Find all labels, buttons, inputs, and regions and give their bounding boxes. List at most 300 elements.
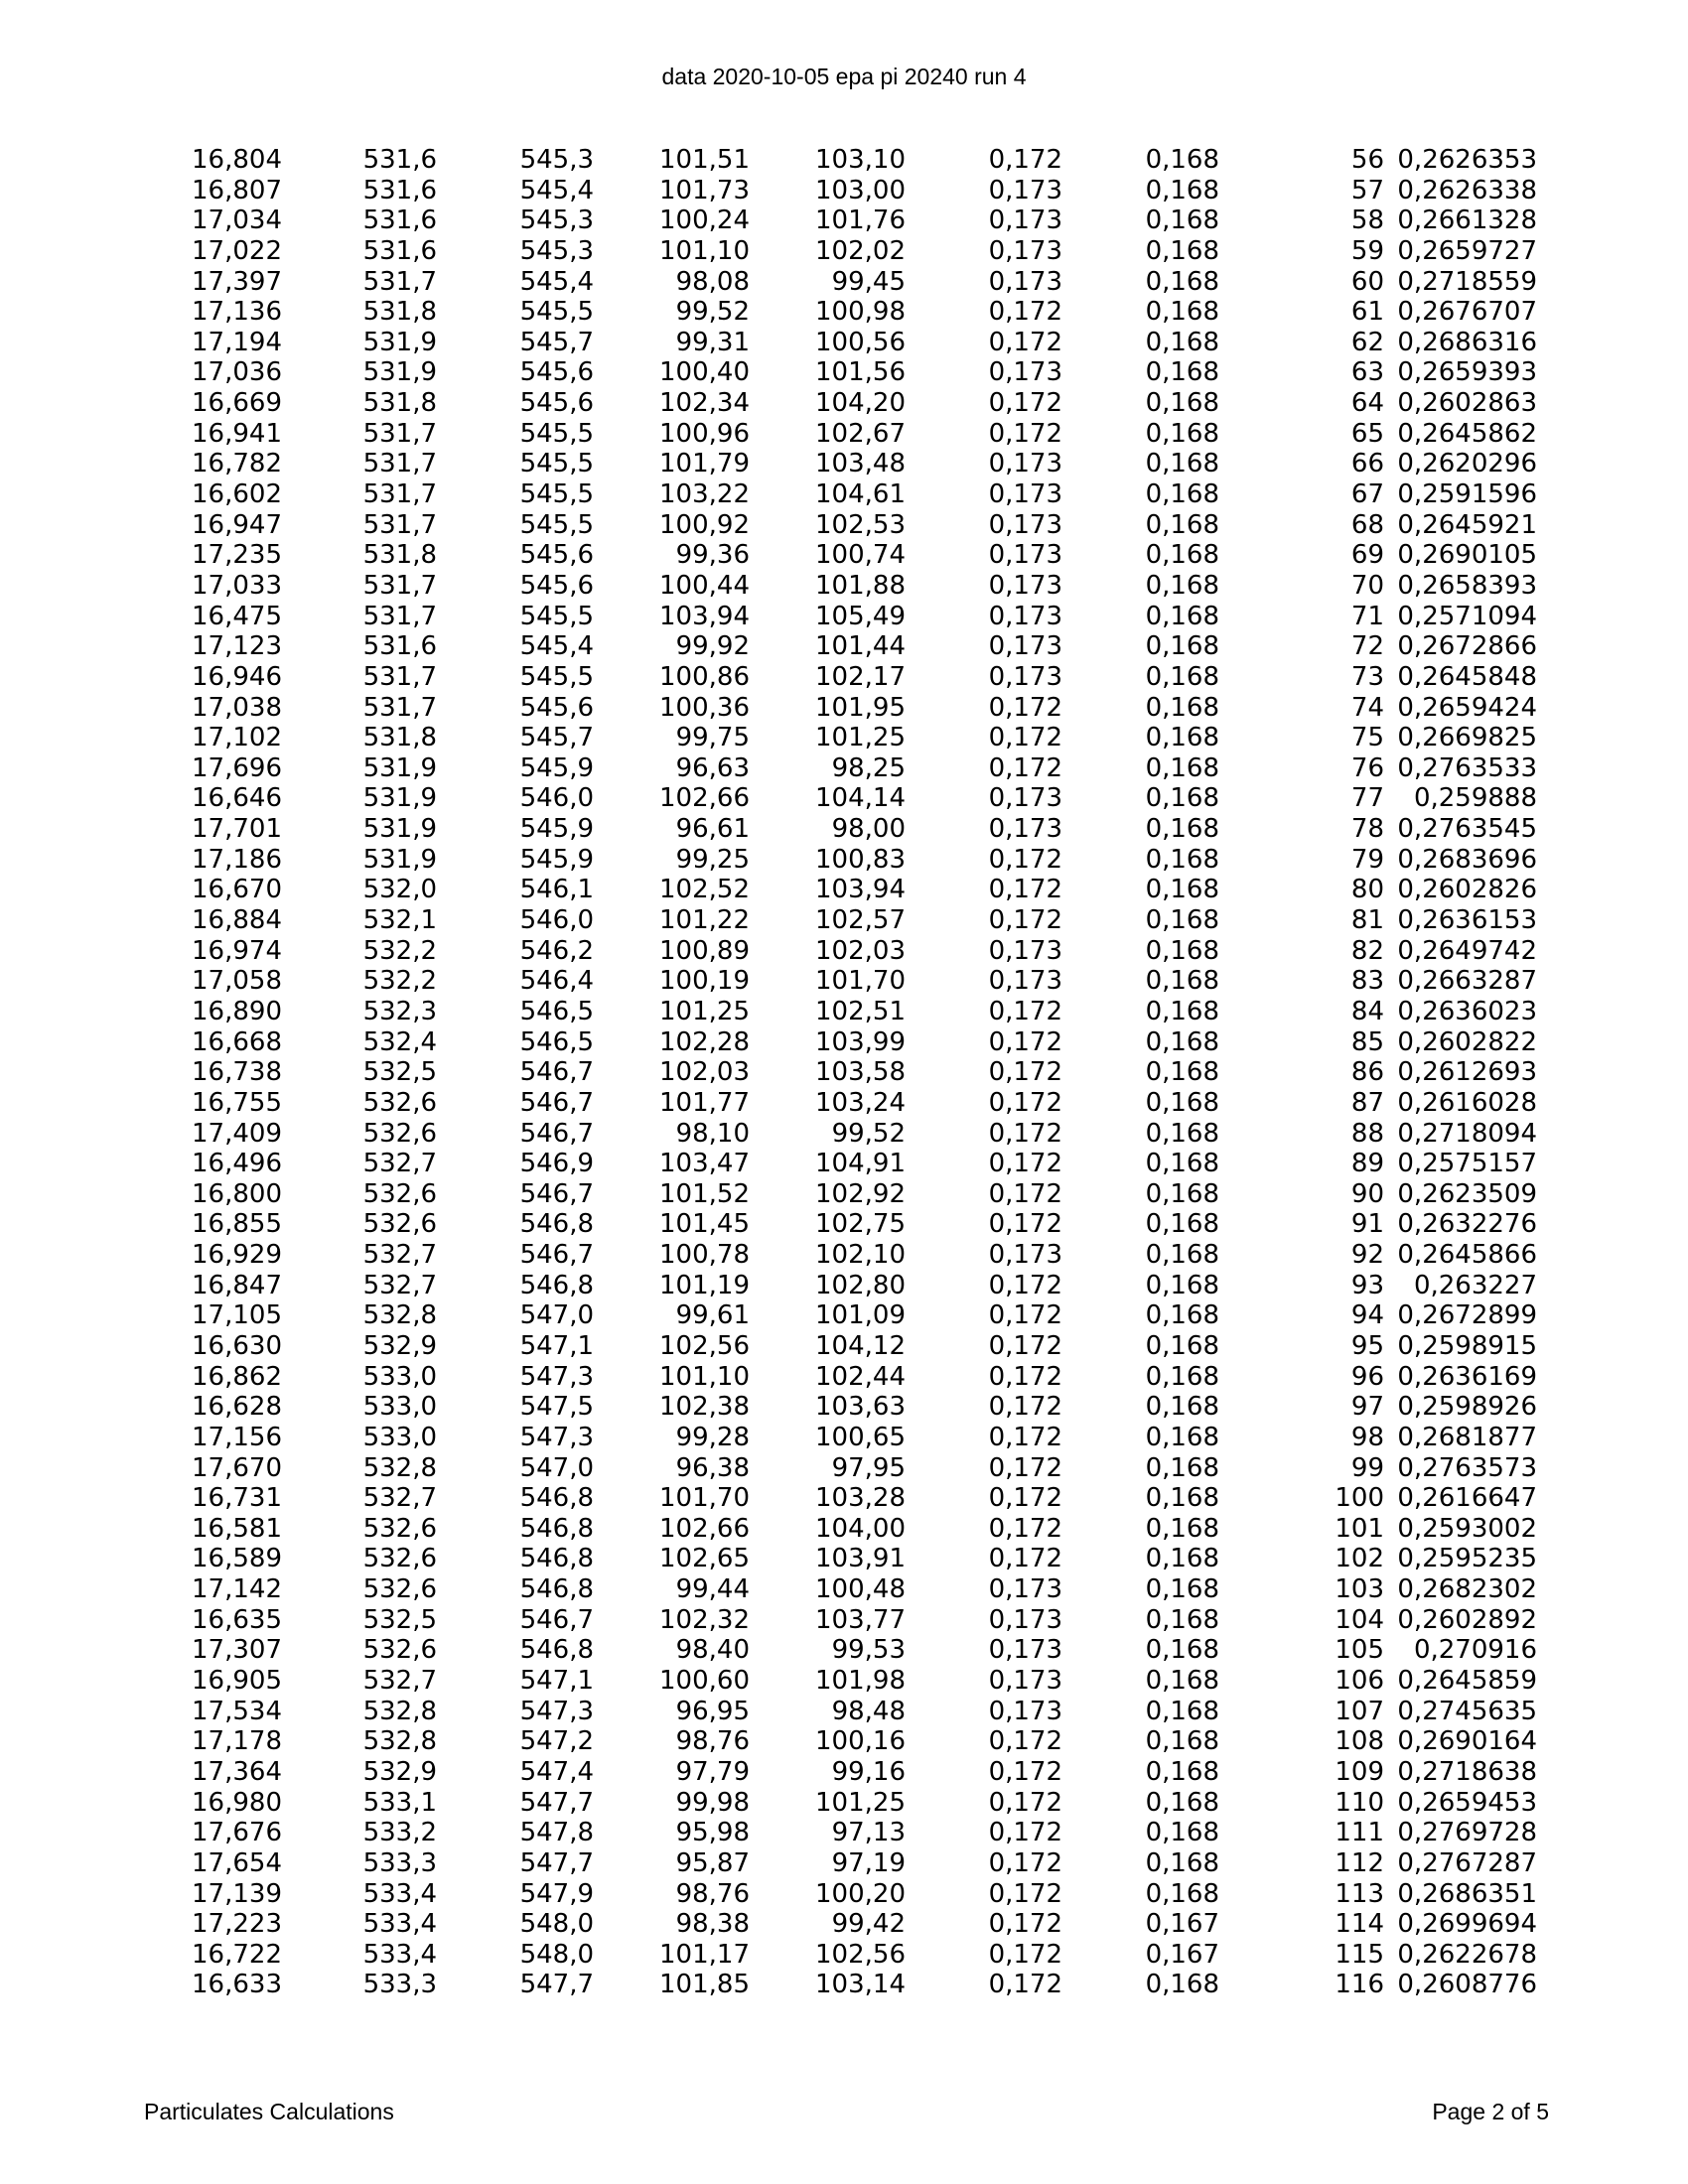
table-cell: 96,63 — [675, 752, 750, 783]
table-cell: 99,52 — [675, 297, 750, 328]
table-row — [0, 1879, 1688, 1910]
table-cell: 56 — [1350, 145, 1384, 175]
table-cell: 531,9 — [362, 357, 437, 388]
table-cell: 0,172 — [988, 1818, 1062, 1848]
table-cell: 0,2645859 — [1397, 1666, 1537, 1697]
table-cell: 101,77 — [659, 1087, 750, 1118]
table-cell: 0,168 — [1145, 145, 1219, 175]
table-cell: 0,2645848 — [1397, 661, 1537, 692]
table-cell: 0,172 — [988, 1726, 1062, 1757]
table-cell: 532,7 — [362, 1666, 437, 1697]
table-cell: 104 — [1335, 1604, 1384, 1635]
table-cell: 101,98 — [815, 1666, 906, 1697]
table-cell: 546,7 — [519, 1178, 594, 1209]
table-cell: 545,7 — [519, 327, 594, 357]
table-cell: 0,168 — [1145, 1635, 1219, 1666]
table-cell: 546,5 — [519, 996, 594, 1026]
table-cell: 0,168 — [1145, 327, 1219, 357]
table-cell: 532,9 — [362, 1756, 437, 1787]
table-cell: 545,6 — [519, 692, 594, 723]
table-cell: 546,8 — [519, 1270, 594, 1300]
table-row — [0, 966, 1688, 997]
table-cell: 0,173 — [988, 357, 1062, 388]
table-cell: 99,61 — [675, 1300, 750, 1331]
table-cell: 63 — [1350, 357, 1384, 388]
table-cell: 0,168 — [1145, 1087, 1219, 1118]
table-cell: 100,96 — [659, 418, 750, 449]
table-cell: 104,61 — [815, 479, 906, 510]
table-cell: 532,6 — [362, 1635, 437, 1666]
table-cell: 0,168 — [1145, 1118, 1219, 1149]
table-cell: 532,5 — [362, 1057, 437, 1088]
table-cell: 0,173 — [988, 235, 1062, 266]
table-cell: 0,172 — [988, 1118, 1062, 1149]
table-cell: 0,2669825 — [1397, 723, 1537, 753]
table-row — [0, 1149, 1688, 1179]
table-cell: 0,172 — [988, 1209, 1062, 1240]
table-cell: 0,168 — [1145, 1544, 1219, 1574]
table-cell: 73 — [1350, 661, 1384, 692]
table-cell: 103,77 — [815, 1604, 906, 1635]
table-cell: 102,92 — [815, 1178, 906, 1209]
table-cell: 88 — [1350, 1118, 1384, 1149]
table-cell: 0,168 — [1145, 1818, 1219, 1848]
table-row — [0, 936, 1688, 967]
table-cell: 532,6 — [362, 1574, 437, 1605]
table-cell: 16,496 — [192, 1149, 282, 1179]
table-cell: 99,42 — [831, 1909, 906, 1940]
table-row — [0, 1909, 1688, 1940]
table-cell: 79 — [1350, 844, 1384, 875]
table-cell: 0,172 — [988, 752, 1062, 783]
table-cell: 0,172 — [988, 1483, 1062, 1514]
table-cell: 532,8 — [362, 1696, 437, 1726]
table-cell: 546,8 — [519, 1574, 594, 1605]
table-cell: 99,75 — [675, 723, 750, 753]
table-cell: 101,10 — [659, 235, 750, 266]
table-cell: 0,2636023 — [1397, 996, 1537, 1026]
table-cell: 98,76 — [675, 1726, 750, 1757]
table-cell: 17,033 — [192, 570, 282, 601]
table-cell: 100,86 — [659, 661, 750, 692]
table-cell: 532,8 — [362, 1452, 437, 1483]
table-cell: 532,3 — [362, 996, 437, 1026]
table-row — [0, 1483, 1688, 1514]
table-cell: 16,862 — [192, 1361, 282, 1392]
table-cell: 105,49 — [815, 601, 906, 631]
table-cell: 0,173 — [988, 479, 1062, 510]
table-cell: 0,2676707 — [1397, 297, 1537, 328]
table-cell: 531,9 — [362, 814, 437, 845]
table-cell: 545,6 — [519, 357, 594, 388]
table-cell: 0,172 — [988, 1787, 1062, 1818]
table-cell: 101,17 — [659, 1939, 750, 1970]
table-cell: 17,676 — [192, 1818, 282, 1848]
table-cell: 0,2690105 — [1397, 540, 1537, 571]
table-row — [0, 1179, 1688, 1210]
table-cell: 0,2683696 — [1397, 844, 1537, 875]
table-cell: 0,173 — [988, 509, 1062, 540]
table-cell: 0,168 — [1145, 723, 1219, 753]
table-row — [0, 479, 1688, 510]
table-cell: 0,168 — [1145, 661, 1219, 692]
table-row — [0, 814, 1688, 845]
table-row — [0, 1362, 1688, 1393]
table-cell: 0,2626338 — [1397, 175, 1537, 205]
table-cell: 0,172 — [988, 692, 1062, 723]
table-cell: 17,223 — [192, 1909, 282, 1940]
table-cell: 532,0 — [362, 875, 437, 905]
table-cell: 547,9 — [519, 1878, 594, 1909]
table-cell: 0,168 — [1145, 692, 1219, 723]
table-cell: 103,94 — [815, 875, 906, 905]
table-row — [0, 1331, 1688, 1362]
table-cell: 104,20 — [815, 388, 906, 419]
table-cell: 102,17 — [815, 661, 906, 692]
table-cell: 0,168 — [1145, 205, 1219, 236]
table-cell: 547,1 — [519, 1666, 594, 1697]
table-cell: 545,4 — [519, 631, 594, 662]
table-cell: 16,782 — [192, 449, 282, 479]
table-cell: 17,105 — [192, 1300, 282, 1331]
table-cell: 0,173 — [988, 175, 1062, 205]
table-cell: 546,7 — [519, 1057, 594, 1088]
table-cell: 103,28 — [815, 1483, 906, 1514]
table-cell: 99,98 — [675, 1787, 750, 1818]
table-cell: 532,6 — [362, 1087, 437, 1118]
table-cell: 0,172 — [988, 1422, 1062, 1452]
table-cell: 104,14 — [815, 783, 906, 814]
table-cell: 101,88 — [815, 570, 906, 601]
table-cell: 101,44 — [815, 631, 906, 662]
table-cell: 85 — [1350, 1026, 1384, 1057]
table-cell: 17,534 — [192, 1696, 282, 1726]
table-cell: 0,172 — [988, 996, 1062, 1026]
table-cell: 546,7 — [519, 1087, 594, 1118]
table-cell: 0,168 — [1145, 1970, 1219, 2000]
table-row — [0, 388, 1688, 419]
table-cell: 0,172 — [988, 844, 1062, 875]
table-cell: 102,56 — [815, 1939, 906, 1970]
table-cell: 0,173 — [988, 1240, 1062, 1271]
table-cell: 0,2672899 — [1397, 1300, 1537, 1331]
table-cell: 98,10 — [675, 1118, 750, 1149]
table-cell: 531,7 — [362, 479, 437, 510]
table-cell: 95,98 — [675, 1818, 750, 1848]
table-cell: 0,168 — [1145, 297, 1219, 328]
table-cell: 69 — [1350, 540, 1384, 571]
table-cell: 60 — [1350, 266, 1384, 297]
table-cell: 545,5 — [519, 479, 594, 510]
table-row — [0, 1423, 1688, 1453]
table-cell: 0,2636169 — [1397, 1361, 1537, 1392]
table-cell: 0,168 — [1145, 1666, 1219, 1697]
table-cell: 0,2591596 — [1397, 479, 1537, 510]
table-cell: 0,2659727 — [1397, 235, 1537, 266]
table-cell: 0,168 — [1145, 357, 1219, 388]
table-cell: 0,2745635 — [1397, 1696, 1537, 1726]
table-cell: 0,168 — [1145, 1878, 1219, 1909]
table-cell: 0,172 — [988, 1300, 1062, 1331]
table-cell: 532,6 — [362, 1513, 437, 1544]
table-row — [0, 1574, 1688, 1605]
table-cell: 112 — [1335, 1847, 1384, 1878]
table-cell: 16,668 — [192, 1026, 282, 1057]
table-cell: 17,364 — [192, 1756, 282, 1787]
table-cell: 531,7 — [362, 692, 437, 723]
table-cell: 0,263227 — [1413, 1270, 1537, 1300]
table-cell: 100,78 — [659, 1240, 750, 1271]
table-cell: 99,52 — [831, 1118, 906, 1149]
table-row — [0, 1726, 1688, 1757]
table-cell: 0,172 — [988, 1513, 1062, 1544]
table-cell: 100,44 — [659, 570, 750, 601]
table-cell: 16,670 — [192, 875, 282, 905]
table-cell: 545,5 — [519, 418, 594, 449]
table-cell: 0,173 — [988, 449, 1062, 479]
table-cell: 0,168 — [1145, 175, 1219, 205]
table-cell: 100,74 — [815, 540, 906, 571]
table-cell: 0,173 — [988, 966, 1062, 997]
table-cell: 545,5 — [519, 661, 594, 692]
table-cell: 545,6 — [519, 540, 594, 571]
table-cell: 0,172 — [988, 1361, 1062, 1392]
table-row — [0, 571, 1688, 602]
table-cell: 545,4 — [519, 175, 594, 205]
table-cell: 99,53 — [831, 1635, 906, 1666]
table-cell: 103,10 — [815, 145, 906, 175]
table-cell: 0,2718094 — [1397, 1118, 1537, 1149]
table-cell: 0,172 — [988, 1544, 1062, 1574]
table-cell: 0,172 — [988, 1970, 1062, 2000]
table-cell: 0,2595235 — [1397, 1544, 1537, 1574]
table-row — [0, 783, 1688, 814]
table-cell: 546,0 — [519, 905, 594, 936]
table-cell: 0,173 — [988, 661, 1062, 692]
table-cell: 545,5 — [519, 509, 594, 540]
table-cell: 103,91 — [815, 1544, 906, 1574]
table-cell: 531,7 — [362, 601, 437, 631]
table-cell: 16,669 — [192, 388, 282, 419]
table-cell: 532,7 — [362, 1483, 437, 1514]
table-cell: 0,2636153 — [1397, 905, 1537, 936]
table-row — [0, 1057, 1688, 1088]
table-cell: 98,38 — [675, 1909, 750, 1940]
table-cell: 96 — [1350, 1361, 1384, 1392]
table-cell: 97 — [1350, 1392, 1384, 1423]
table-cell: 0,173 — [988, 631, 1062, 662]
table-cell: 545,9 — [519, 814, 594, 845]
table-cell: 86 — [1350, 1057, 1384, 1088]
table-cell: 17,307 — [192, 1635, 282, 1666]
table-row — [0, 419, 1688, 450]
table-cell: 0,2663287 — [1397, 966, 1537, 997]
table-cell: 102,10 — [815, 1240, 906, 1271]
table-row — [0, 449, 1688, 479]
table-row — [0, 1240, 1688, 1271]
table-cell: 78 — [1350, 814, 1384, 845]
table-cell: 99,16 — [831, 1756, 906, 1787]
table-cell: 99,31 — [675, 327, 750, 357]
table-cell: 16,800 — [192, 1178, 282, 1209]
table-cell: 531,7 — [362, 509, 437, 540]
table-row — [0, 357, 1688, 388]
table-cell: 16,646 — [192, 783, 282, 814]
table-cell: 531,9 — [362, 844, 437, 875]
table-cell: 100,56 — [815, 327, 906, 357]
table-cell: 545,6 — [519, 570, 594, 601]
table-cell: 546,9 — [519, 1149, 594, 1179]
table-cell: 99,25 — [675, 844, 750, 875]
table-cell: 0,2602822 — [1397, 1026, 1537, 1057]
table-cell: 531,6 — [362, 145, 437, 175]
table-cell: 102,03 — [815, 935, 906, 966]
table-cell: 531,7 — [362, 449, 437, 479]
table-cell: 0,2763533 — [1397, 752, 1537, 783]
table-cell: 93 — [1350, 1270, 1384, 1300]
table-cell: 0,173 — [988, 570, 1062, 601]
page-title: data 2020-10-05 epa pi 20240 run 4 — [661, 64, 1027, 89]
table-cell: 17,123 — [192, 631, 282, 662]
table-cell: 58 — [1350, 205, 1384, 236]
table-cell: 547,2 — [519, 1726, 594, 1757]
table-cell: 532,6 — [362, 1118, 437, 1149]
table-row — [0, 1940, 1688, 1971]
table-cell: 17,409 — [192, 1118, 282, 1149]
table-cell: 546,4 — [519, 966, 594, 997]
table-cell: 0,172 — [988, 327, 1062, 357]
table-cell: 0,168 — [1145, 905, 1219, 936]
table-cell: 532,5 — [362, 1604, 437, 1635]
table-cell: 103,94 — [659, 601, 750, 631]
table-cell: 57 — [1350, 175, 1384, 205]
table-cell: 0,2649742 — [1397, 935, 1537, 966]
table-cell: 16,847 — [192, 1270, 282, 1300]
table-cell: 0,173 — [988, 540, 1062, 571]
table-cell: 103,47 — [659, 1149, 750, 1179]
table-cell: 0,168 — [1145, 1483, 1219, 1514]
table-cell: 0,172 — [988, 1878, 1062, 1909]
table-cell: 0,172 — [988, 1057, 1062, 1088]
table-cell: 0,2620296 — [1397, 449, 1537, 479]
table-cell: 532,8 — [362, 1726, 437, 1757]
table-cell: 16,722 — [192, 1939, 282, 1970]
table-cell: 17,397 — [192, 266, 282, 297]
table-cell: 533,1 — [362, 1787, 437, 1818]
table-cell: 0,2658393 — [1397, 570, 1537, 601]
table-cell: 17,186 — [192, 844, 282, 875]
table-row — [0, 1635, 1688, 1666]
table-cell: 0,2608776 — [1397, 1970, 1537, 2000]
table-cell: 0,2659453 — [1397, 1787, 1537, 1818]
footer-document-name: Particulates Calculations — [144, 2099, 394, 2124]
table-cell: 546,1 — [519, 875, 594, 905]
table-cell: 17,696 — [192, 752, 282, 783]
table-cell: 100,40 — [659, 357, 750, 388]
table-cell: 0,2659393 — [1397, 357, 1537, 388]
table-cell: 0,2769728 — [1397, 1818, 1537, 1848]
table-cell: 96,38 — [675, 1452, 750, 1483]
table-cell: 532,8 — [362, 1300, 437, 1331]
table-row — [0, 145, 1688, 176]
table-cell: 101,52 — [659, 1178, 750, 1209]
table-cell: 0,168 — [1145, 570, 1219, 601]
table-row — [0, 1209, 1688, 1240]
table-cell: 0,168 — [1145, 966, 1219, 997]
table-cell: 105 — [1335, 1635, 1384, 1666]
table-cell: 0,173 — [988, 935, 1062, 966]
table-row — [0, 1271, 1688, 1301]
table-cell: 0,2686351 — [1397, 1878, 1537, 1909]
table-cell: 532,6 — [362, 1544, 437, 1574]
table-cell: 0,2645921 — [1397, 509, 1537, 540]
table-cell: 95 — [1350, 1330, 1384, 1361]
table-cell: 533,4 — [362, 1939, 437, 1970]
table-cell: 0,168 — [1145, 1270, 1219, 1300]
table-cell: 0,168 — [1145, 1696, 1219, 1726]
table-cell: 533,0 — [362, 1422, 437, 1452]
table-cell: 547,8 — [519, 1818, 594, 1848]
table-cell: 97,95 — [831, 1452, 906, 1483]
table-cell: 102,56 — [659, 1330, 750, 1361]
table-cell: 546,8 — [519, 1635, 594, 1666]
table-cell: 102,57 — [815, 905, 906, 936]
table-cell: 101,70 — [659, 1483, 750, 1514]
table-row — [0, 1514, 1688, 1545]
table-cell: 0,173 — [988, 814, 1062, 845]
table-row — [0, 602, 1688, 632]
table-cell: 531,6 — [362, 631, 437, 662]
table-cell: 0,2616028 — [1397, 1087, 1537, 1118]
table-cell: 0,173 — [988, 1696, 1062, 1726]
table-cell: 16,980 — [192, 1787, 282, 1818]
table-cell: 102,80 — [815, 1270, 906, 1300]
table-row — [0, 1027, 1688, 1058]
table-cell: 99 — [1350, 1452, 1384, 1483]
table-cell: 100,20 — [815, 1878, 906, 1909]
table-row — [0, 753, 1688, 784]
table-cell: 0,168 — [1145, 1361, 1219, 1392]
table-cell: 80 — [1350, 875, 1384, 905]
table-cell: 532,2 — [362, 966, 437, 997]
table-cell: 17,654 — [192, 1847, 282, 1878]
table-cell: 99,92 — [675, 631, 750, 662]
table-cell: 0,172 — [988, 1756, 1062, 1787]
table-cell: 111 — [1335, 1818, 1384, 1848]
table-cell: 100,60 — [659, 1666, 750, 1697]
table-cell: 101,51 — [659, 145, 750, 175]
table-cell: 531,7 — [362, 661, 437, 692]
table-cell: 0,168 — [1145, 1178, 1219, 1209]
table-cell: 114 — [1335, 1909, 1384, 1940]
table-cell: 16,630 — [192, 1330, 282, 1361]
table-cell: 531,6 — [362, 235, 437, 266]
table-cell: 0,172 — [988, 1149, 1062, 1179]
table-cell: 532,7 — [362, 1149, 437, 1179]
table-cell: 100,48 — [815, 1574, 906, 1605]
table-cell: 0,2612693 — [1397, 1057, 1537, 1088]
table-cell: 100 — [1335, 1483, 1384, 1514]
table-cell: 98,00 — [831, 814, 906, 845]
table-cell: 0,2682302 — [1397, 1574, 1537, 1605]
table-cell: 16,905 — [192, 1666, 282, 1697]
table-cell: 104,91 — [815, 1149, 906, 1179]
table-cell: 531,7 — [362, 266, 437, 297]
table-cell: 17,142 — [192, 1574, 282, 1605]
table-cell: 16,974 — [192, 935, 282, 966]
table-cell: 101,19 — [659, 1270, 750, 1300]
table-cell: 65 — [1350, 418, 1384, 449]
